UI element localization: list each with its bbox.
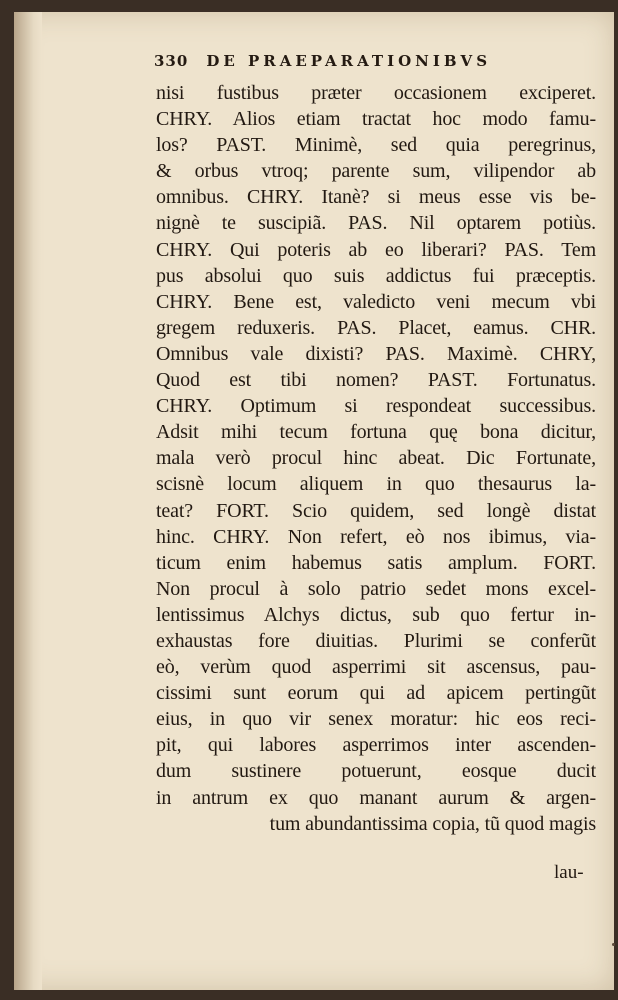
text-line: cissimi sunt eorum qui ad apicem pertingũt	[156, 682, 596, 705]
text-line: & orbus vtroq; parente sum, vilipendor ab	[156, 160, 596, 183]
text-line: CHRY. Qui poteris ab eo liberari? PAS. Tem	[156, 238, 596, 261]
text-line: lentissimus Alchys dictus, sub quo fertur in-	[156, 603, 596, 626]
text-line: ticum enim habemus satis amplum. FORT.	[156, 551, 596, 574]
text-line: omnibus. CHRY. Itanè? si meus esse vis be-	[156, 186, 596, 209]
running-title: DE PRAEPARATIONIBVS	[206, 52, 492, 70]
text-line: eius, in quo vir senex moratur: hic eos reci-	[156, 708, 596, 731]
catchword: lau-	[554, 862, 584, 883]
page-number: 330	[154, 52, 189, 70]
text-line: Quod est tibi nomen? PAST. Fortunatus.	[156, 369, 596, 392]
text-line: los? PAST. Minimè, sed quia peregrinus,	[156, 134, 596, 157]
body-text	[156, 80, 596, 837]
running-header	[154, 52, 491, 70]
text-line: mala verò procul hinc abeat. Dic Fortunate,	[156, 447, 596, 470]
text-line: dum sustinere potuerunt, eosque ducit	[156, 760, 596, 783]
page-gutter	[14, 12, 42, 990]
text-line: pit, qui labores asperrimos inter ascenden-	[156, 734, 596, 757]
text-line: gregem reduxeris. PAS. Placet, eamus. CHR.	[156, 316, 596, 339]
text-line: CHRY. Bene est, valedicto veni mecum vbi	[156, 290, 596, 313]
text-line: pus absolui quo suis addictus fui præceptis.	[156, 264, 596, 287]
text-line: Non procul à solo patrio sedet mons excel-	[156, 577, 596, 600]
text-line: eò, verùm quod asperrimi sit ascensus, pau-	[156, 656, 596, 679]
text-line: in antrum ex quo manant aurum & argen-	[156, 786, 596, 809]
text-line: nisi fustibus præter occasionem exciperet.	[156, 82, 596, 104]
text-line: Omnibus vale dixisti? PAS. Maximè. CHRY,	[156, 342, 596, 365]
text-line: Adsit mihi tecum fortuna quę bona dicitur,	[156, 421, 596, 444]
text-line: exhaustas fore diuitias. Plurimi se conferũt	[156, 629, 596, 652]
text-line: CHRY. Optimum si respondeat successibus.	[156, 395, 596, 418]
ink-speck	[612, 943, 615, 946]
text-line: teat? FORT. Scio quidem, sed longè distat	[156, 499, 596, 522]
text-line: CHRY. Alios etiam tractat hoc modo famu-	[156, 108, 596, 131]
text-line: tum abundantissima copia, tũ quod magis	[269, 812, 596, 835]
text-line: hinc. CHRY. Non refert, eò nos ibimus, via-	[156, 525, 596, 548]
text-line: scisnè locum aliquem in quo thesaurus la-	[156, 473, 596, 496]
text-line: nignè te suscipiã. PAS. Nil optarem potiùs.	[156, 212, 596, 235]
book-page	[14, 12, 614, 990]
